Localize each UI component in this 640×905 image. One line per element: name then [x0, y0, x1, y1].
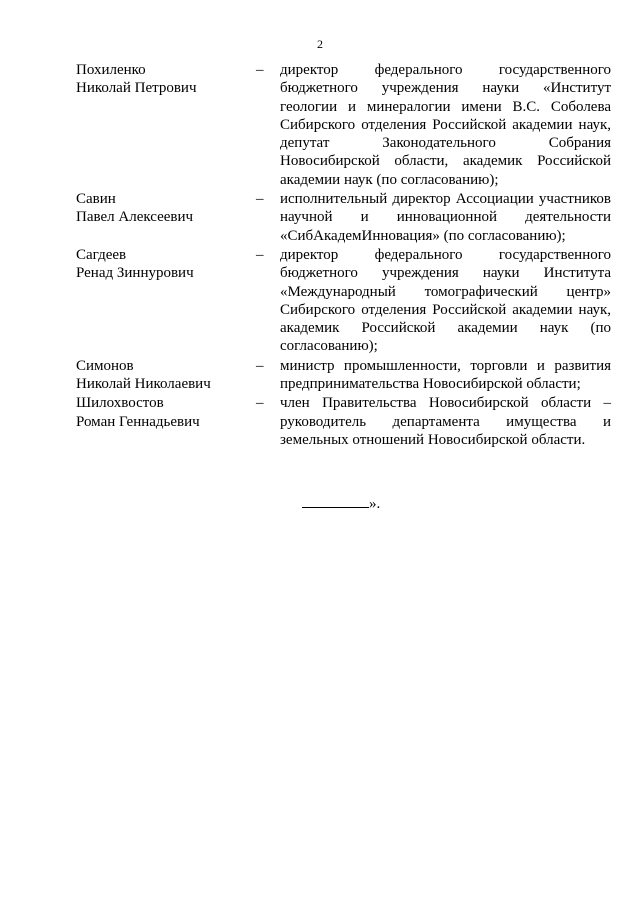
- member-position: исполнительный директор Ассоциации участников научной и инновационной деятельности «СибАкадемИнновация» (по согласованию);: [280, 191, 611, 244]
- member-entry: [76, 357, 612, 394]
- member-dash: –: [256, 191, 264, 208]
- member-position: директор федерального государственного бюджетного учреждения науки Института «Международный томографический центр» Сибирского отделения Российской академии наук, академик Российской академии наук (по согласованию);: [280, 246, 611, 355]
- member-surname: Сагдеев: [76, 246, 127, 263]
- end-line: [302, 493, 369, 508]
- members-list: [76, 61, 612, 450]
- member-position: министр промышленности, торговли и развития предпринимательства Новосибирской области;: [280, 357, 611, 393]
- member-name: [76, 394, 256, 431]
- member-position: директор федерального государственного бюджетного учреждения науки «Институт геологии и минералогии имени В.С. Соболева Сибирского отделения Российской академии наук, депутат Законодательного Собрания Новосибирской области, академик Российской академии наук (по согласованию);: [280, 62, 611, 188]
- member-surname: Похиленко: [76, 62, 146, 78]
- closing-mark: ».: [369, 496, 381, 512]
- member-position: член Правительства Новосибирской области – руководитель департамента имущества и земельных отношений Новосибирской области.: [280, 395, 611, 448]
- member-given-names: Николай Петрович: [76, 80, 197, 97]
- member-entry: [76, 394, 612, 449]
- member-given-names: Николай Николаевич: [76, 376, 211, 393]
- member-surname: Симонов: [76, 357, 134, 374]
- member-dash: –: [256, 246, 264, 263]
- member-given-names: Ренад Зиннурович: [76, 265, 194, 282]
- page-number: 2: [317, 37, 323, 51]
- member-name: [76, 61, 256, 98]
- member-surname: Шилохвостов: [76, 395, 164, 412]
- member-entry: [76, 190, 612, 245]
- member-entry: [76, 61, 612, 189]
- member-entry: [76, 246, 612, 356]
- member-surname: Савин: [76, 191, 116, 208]
- member-given-names: Роман Геннадьевич: [76, 413, 200, 430]
- member-given-names: Павел Алексеевич: [76, 209, 194, 226]
- member-name: [76, 190, 256, 227]
- member-dash: –: [256, 357, 264, 374]
- member-dash: –: [256, 62, 264, 78]
- member-name: [76, 357, 256, 394]
- member-dash: –: [256, 395, 264, 412]
- member-name: [76, 246, 256, 283]
- document-ending: [302, 493, 380, 513]
